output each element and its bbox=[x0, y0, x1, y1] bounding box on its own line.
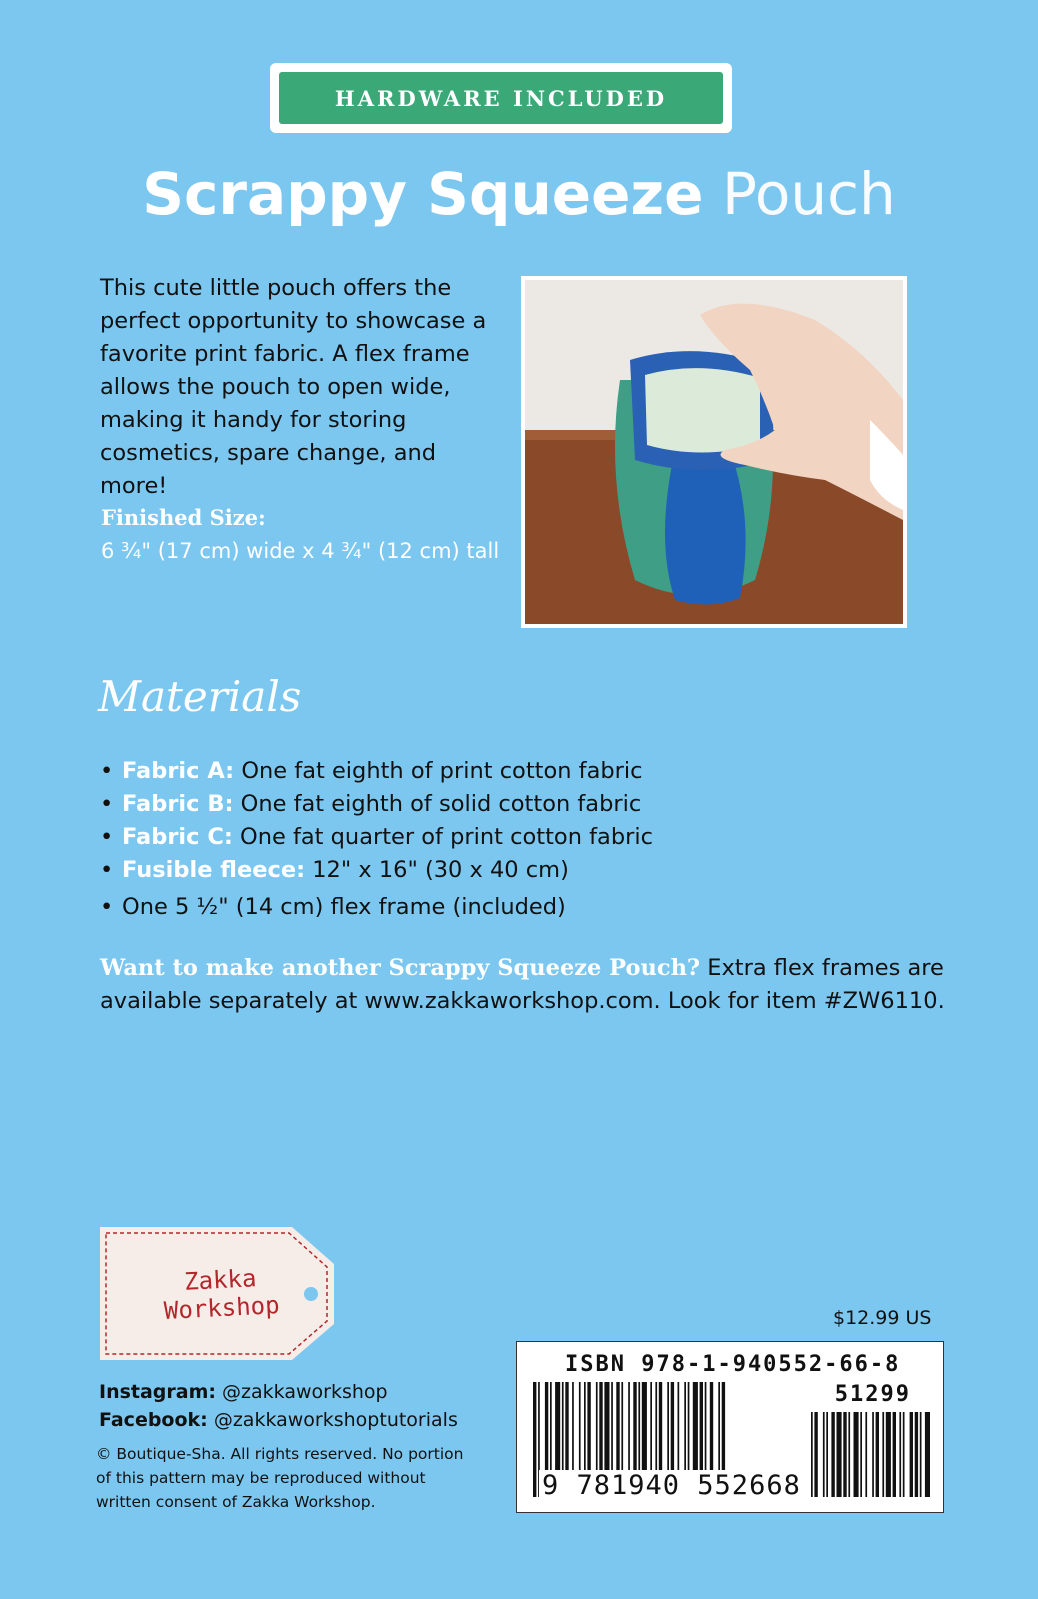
barcode-bar bbox=[882, 1412, 884, 1497]
material-text: One fat eighth of print cotton fabric bbox=[241, 758, 643, 784]
price: $12.99 US bbox=[833, 1307, 932, 1329]
barcode-bar bbox=[823, 1412, 825, 1497]
barcode-bar bbox=[872, 1412, 874, 1497]
badge-text: HARDWARE INCLUDED bbox=[334, 85, 668, 111]
ean-digits: 9 781940 552668 bbox=[539, 1470, 804, 1501]
material-key: Fabric A: bbox=[122, 758, 235, 784]
barcode-bar bbox=[920, 1412, 922, 1497]
barcode-bar bbox=[925, 1412, 930, 1497]
materials-list bbox=[100, 755, 653, 924]
material-key: Fabric B: bbox=[122, 791, 234, 817]
material-text: One fat quarter of print cotton fabric bbox=[240, 824, 653, 850]
more-frames-note bbox=[100, 952, 960, 1018]
list-item: • Fabric C: One fat quarter of print cotton fabric bbox=[100, 824, 653, 850]
barcode-bar bbox=[854, 1412, 859, 1497]
barcode-bar bbox=[915, 1412, 918, 1497]
list-item: • Fabric B: One fat eighth of solid cotton fabric bbox=[100, 791, 642, 817]
barcode-bar bbox=[876, 1412, 879, 1497]
copyright-notice: © Boutique-Sha. All rights reserved. No portion of this pattern may be reproduced without written consent of Zakka Workshop. bbox=[96, 1445, 464, 1511]
barcode-bar bbox=[831, 1412, 834, 1497]
tag-line1: Zakka bbox=[183, 1264, 258, 1296]
materials-heading: Materials bbox=[98, 672, 302, 721]
more-question: Want to make another Scrappy Squeeze Pouch? bbox=[100, 955, 701, 981]
page-title bbox=[0, 160, 1038, 228]
barcode-bar bbox=[848, 1412, 850, 1497]
pouch-photo bbox=[521, 276, 907, 628]
barcode-bar bbox=[899, 1412, 901, 1497]
barcode-bar bbox=[886, 1412, 891, 1497]
barcode-bar bbox=[893, 1412, 896, 1497]
title-light: Pouch bbox=[721, 160, 896, 228]
more-text: Extra flex frames are available separately at www.zakkaworkshop.com. Look for item #ZW6110. bbox=[100, 955, 945, 1014]
material-key: Fusible fleece: bbox=[122, 857, 306, 883]
barcode-bar bbox=[865, 1412, 867, 1497]
list-item: • Fabric A: One fat eighth of print cotton fabric bbox=[100, 758, 643, 784]
finished-size-value: 6 ¾" (17 cm) wide x 4 ¾" (12 cm) tall bbox=[101, 539, 500, 563]
barcode-bar bbox=[860, 1412, 862, 1497]
barcode-bar bbox=[910, 1412, 913, 1497]
zakka-workshop-logo bbox=[96, 1224, 338, 1366]
barcode bbox=[516, 1341, 944, 1513]
tag-line2: Workshop bbox=[163, 1290, 281, 1325]
material-text: One 5 ½" (14 cm) flex frame (included) bbox=[122, 894, 566, 920]
hardware-badge bbox=[270, 63, 732, 133]
intro-text: This cute little pouch offers the perfect opportunity to showcase a favorite print fabric. A flex frame allows the pouch to open wide, making it handy for storing cosmetics, spare change, and more! bbox=[100, 275, 487, 499]
finished-size-label: Finished Size: bbox=[101, 505, 266, 530]
tag-text bbox=[125, 1261, 318, 1327]
supplement-code: 51299 bbox=[834, 1382, 911, 1407]
instagram-label: Instagram: bbox=[99, 1381, 216, 1403]
facebook-label: Facebook: bbox=[99, 1409, 208, 1431]
social-links bbox=[99, 1378, 458, 1434]
list-item: • One 5 ½" (14 cm) flex frame (included) bbox=[100, 894, 566, 920]
facebook-handle[interactable]: @zakkaworkshoptutorials bbox=[213, 1409, 458, 1431]
material-key: Fabric C: bbox=[122, 824, 233, 850]
barcode-bar bbox=[814, 1412, 817, 1497]
barcode-bar bbox=[903, 1412, 905, 1497]
title-strong: Scrappy Squeeze bbox=[142, 160, 704, 228]
barcode-bar bbox=[811, 1412, 813, 1497]
instagram-handle[interactable]: @zakkaworkshop bbox=[222, 1381, 388, 1403]
barcode-bar bbox=[843, 1412, 846, 1497]
material-text: 12" x 16" (30 x 40 cm) bbox=[312, 857, 569, 883]
list-item: • Fusible fleece: 12" x 16" (30 x 40 cm) bbox=[100, 857, 569, 883]
barcode-bar bbox=[837, 1412, 842, 1497]
material-text: One fat eighth of solid cotton fabric bbox=[240, 791, 642, 817]
barcode-bar bbox=[826, 1412, 828, 1497]
isbn-text: ISBN 978-1-940552-66-8 bbox=[565, 1352, 901, 1377]
barcode-bar bbox=[533, 1382, 536, 1497]
